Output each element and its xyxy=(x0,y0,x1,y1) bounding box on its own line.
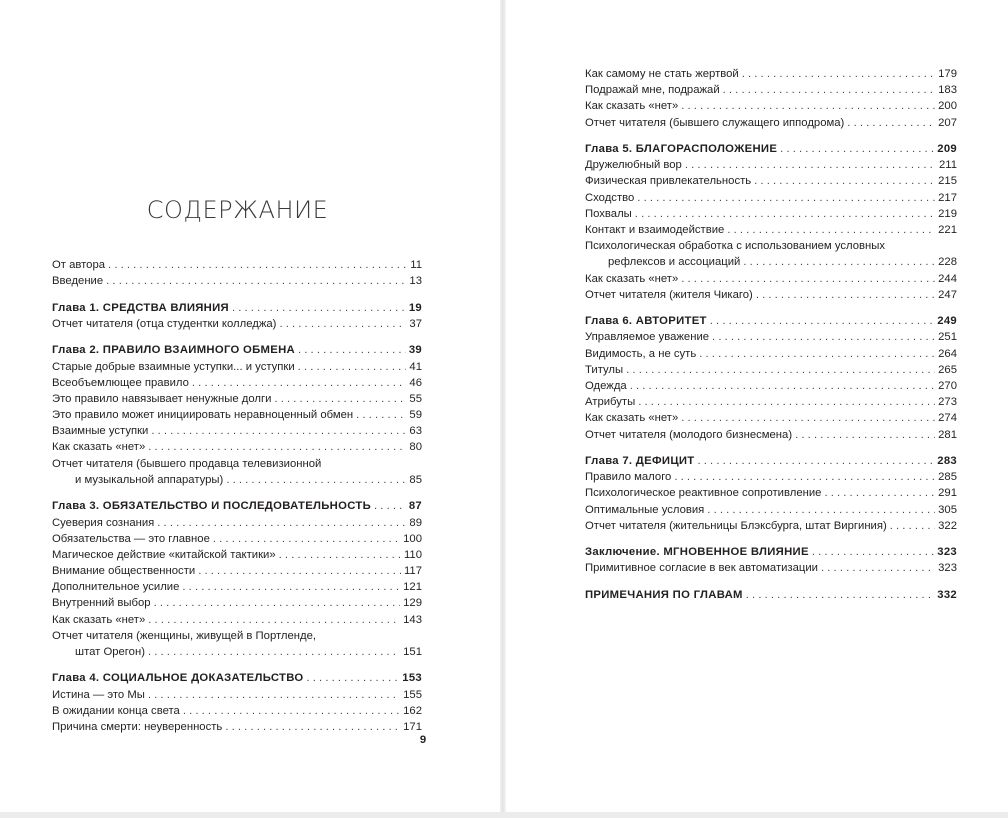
toc-entry-title: Внимание общественности xyxy=(52,565,196,578)
toc-entry-title: Физическая привлекательность xyxy=(585,175,752,188)
dot-leader xyxy=(232,300,406,316)
toc-entry[interactable] xyxy=(52,359,422,375)
toc-page-number: 46 xyxy=(409,376,422,389)
dot-leader xyxy=(756,287,935,303)
toc-page-number: 219 xyxy=(938,207,957,220)
toc-entry[interactable] xyxy=(52,407,422,423)
toc-entry[interactable] xyxy=(52,515,422,531)
toc-entry-title: Контакт и взаимодействие xyxy=(585,223,725,236)
toc-entry[interactable] xyxy=(52,547,422,563)
dot-leader xyxy=(812,544,934,560)
toc-entry-title: Как сказать «нет» xyxy=(585,272,679,285)
dot-leader xyxy=(723,82,936,98)
toc-entry-title: Как самому не стать жертвой xyxy=(585,67,739,80)
dot-leader xyxy=(183,703,400,719)
toc-entry-title: Как сказать «нет» xyxy=(52,613,146,626)
dot-leader xyxy=(225,719,400,735)
toc-entry-title: Оптимальные условия xyxy=(585,503,705,516)
toc-page-number: 247 xyxy=(938,288,957,301)
toc-page-number: 251 xyxy=(938,331,957,344)
dot-leader xyxy=(108,257,407,273)
dot-leader xyxy=(226,472,406,488)
toc-chapter[interactable] xyxy=(585,313,957,329)
toc-entry[interactable] xyxy=(52,579,422,595)
toc-entry[interactable] xyxy=(52,391,422,407)
toc-page-number: 153 xyxy=(402,672,422,685)
dot-leader xyxy=(106,273,406,289)
toc-entry[interactable] xyxy=(52,612,422,628)
toc-entry-title: Глава 1. СРЕДСТВА ВЛИЯНИЯ xyxy=(52,301,229,314)
toc-chapter[interactable] xyxy=(585,544,957,560)
toc-entry[interactable] xyxy=(52,439,422,455)
toc-page-number: 37 xyxy=(409,317,422,330)
toc-page-number: 323 xyxy=(938,562,957,575)
toc-page-number: 171 xyxy=(403,721,422,734)
toc-entry[interactable] xyxy=(585,502,957,518)
toc-page-number: 249 xyxy=(937,315,957,328)
dot-leader xyxy=(746,587,934,603)
toc-page-number: 80 xyxy=(409,441,422,454)
toc-entry-title: Управляемое уважение xyxy=(585,331,710,344)
toc-page-number: 207 xyxy=(938,116,957,129)
toc-entry-title: Отчет читателя (бывшего продавца телевизионной xyxy=(52,457,322,470)
toc-page-number: 264 xyxy=(938,347,957,360)
dot-leader xyxy=(157,515,406,531)
toc-entry[interactable] xyxy=(585,66,957,82)
toc-entry[interactable] xyxy=(585,206,957,222)
dot-leader xyxy=(890,518,935,534)
toc-entry-title: Отчет читателя (жительницы Блэксбурга, штат Виргиния) xyxy=(585,519,887,532)
toc-entry[interactable] xyxy=(52,628,422,660)
toc-page-number: 332 xyxy=(937,588,957,601)
toc-chapter[interactable] xyxy=(52,498,422,514)
toc-page-number: 85 xyxy=(409,473,422,486)
dot-leader xyxy=(630,378,935,394)
toc-entry-title: Всеобъемлющее правило xyxy=(52,376,189,389)
toc-entry[interactable] xyxy=(585,469,957,485)
toc-page-number: 155 xyxy=(403,688,422,701)
dot-leader xyxy=(298,359,407,375)
toc-page-number: 11 xyxy=(410,258,422,271)
toc-page-number: 217 xyxy=(938,191,957,204)
toc-entry-title: Причина смерти: неуверенность xyxy=(52,721,223,734)
dot-leader xyxy=(298,342,406,358)
dot-leader xyxy=(154,595,401,611)
toc-page-number: 162 xyxy=(403,704,422,717)
toc-page-number: 200 xyxy=(938,100,957,113)
toc-entry[interactable] xyxy=(52,257,422,273)
toc-page-number: 265 xyxy=(938,363,957,376)
page-number: 9 xyxy=(419,734,427,746)
toc-page-number: 211 xyxy=(938,159,957,172)
dot-leader xyxy=(637,190,935,206)
toc-entry[interactable] xyxy=(585,238,957,270)
toc-page-number: 143 xyxy=(403,613,422,626)
dot-leader xyxy=(192,375,407,391)
toc-chapter[interactable] xyxy=(52,300,422,316)
toc-entry[interactable] xyxy=(52,719,422,735)
toc-page-number: 151 xyxy=(403,646,422,658)
toc-entry[interactable] xyxy=(52,316,422,332)
page-title: СОДЕРЖАНИЕ xyxy=(146,196,329,224)
dot-leader xyxy=(742,66,935,82)
toc-entry-title: Это правило навязывает ненужные долги xyxy=(52,392,272,405)
toc-entry[interactable] xyxy=(585,362,957,378)
toc-entry[interactable] xyxy=(585,82,957,98)
toc-page-number: 87 xyxy=(408,500,422,513)
toc-entry-title: Глава 3. ОБЯЗАТЕЛЬСТВО И ПОСЛЕДОВАТЕЛЬНОСТЬ xyxy=(52,500,372,513)
dot-leader xyxy=(674,469,935,485)
toc-entry[interactable] xyxy=(585,427,957,443)
dot-leader xyxy=(148,612,400,628)
toc-page-number: 121 xyxy=(403,581,422,594)
toc-entry-title: Суеверия сознания xyxy=(52,516,155,529)
dot-leader xyxy=(727,222,935,238)
toc-entry[interactable] xyxy=(585,346,957,362)
toc-entry-title: Сходство xyxy=(585,191,635,204)
dot-leader xyxy=(824,485,935,501)
toc-page-number: 273 xyxy=(938,396,957,409)
toc-page-number: 55 xyxy=(409,392,422,405)
toc-entry[interactable] xyxy=(585,560,957,576)
toc-entry-title: Глава 2. ПРАВИЛО ВЗАИМНОГО ОБМЕНА xyxy=(52,344,295,357)
dot-leader xyxy=(198,563,401,579)
toc-entry[interactable] xyxy=(585,329,957,345)
toc-list-left xyxy=(52,257,422,735)
toc-page-number: 19 xyxy=(408,301,422,314)
dot-leader xyxy=(356,407,406,423)
toc-entry-title: Правило малого xyxy=(585,471,672,484)
toc-entry-title: Одежда xyxy=(585,379,627,392)
dot-leader xyxy=(795,427,935,443)
toc-entry[interactable] xyxy=(52,687,422,703)
toc-entry-title: Подражай мне, подражай xyxy=(585,84,720,97)
toc-entry-title: Отчет читателя (женщины, живущей в Портленде, xyxy=(52,629,317,642)
toc-chapter[interactable] xyxy=(52,671,422,687)
toc-page-number: 89 xyxy=(409,516,422,529)
toc-entry[interactable] xyxy=(585,410,957,426)
toc-page-number: 305 xyxy=(938,503,957,516)
page-bottom-edge xyxy=(0,812,1008,818)
toc-entry-title: Как сказать «нет» xyxy=(585,412,679,425)
toc-entry-title: Отчет читателя (жителя Чикаго) xyxy=(585,288,753,301)
dot-leader xyxy=(710,313,934,329)
toc-page-number: 244 xyxy=(938,272,957,285)
toc-entry-title: Дружелюбный вор xyxy=(585,159,682,172)
toc-page-number: 129 xyxy=(403,597,422,610)
toc-entry-title: В ожидании конца света xyxy=(52,704,180,717)
toc-entry[interactable] xyxy=(52,595,422,611)
dot-leader xyxy=(681,271,935,287)
dot-leader xyxy=(638,394,935,410)
dot-leader xyxy=(306,671,399,687)
dot-leader xyxy=(698,453,935,469)
dot-leader xyxy=(279,316,406,332)
toc-entry-title: От автора xyxy=(52,258,106,271)
toc-entry[interactable] xyxy=(52,375,422,391)
toc-entry-title: Дополнительное усилие xyxy=(52,581,180,594)
toc-entry-title: Глава 5. БЛАГОРАСПОЛОЖЕНИЕ xyxy=(585,143,778,156)
toc-page-number: 221 xyxy=(938,223,957,236)
toc-entry-title: Взаимные уступки xyxy=(52,425,149,438)
toc-chapter[interactable] xyxy=(585,453,957,469)
dot-leader xyxy=(279,547,401,563)
toc-entry-title: Отчет читателя (молодого бизнесмена) xyxy=(585,428,793,441)
toc-entry[interactable] xyxy=(585,190,957,206)
toc-entry-title: Обязательства — это главное xyxy=(52,532,210,545)
dot-leader xyxy=(374,498,406,514)
toc-entry[interactable] xyxy=(585,287,957,303)
toc-page-number: 274 xyxy=(938,412,957,425)
toc-entry-title: Глава 6. АВТОРИТЕТ xyxy=(585,315,707,328)
toc-page-number: 13 xyxy=(409,275,422,288)
toc-entry[interactable] xyxy=(585,173,957,189)
toc-entry-title: Глава 7. ДЕФИЦИТ xyxy=(585,455,695,467)
toc-entry-title: Титулы xyxy=(585,363,624,376)
toc-entry-title: ПРИМЕЧАНИЯ ПО ГЛАВАМ xyxy=(585,588,743,601)
toc-page-number: 209 xyxy=(937,143,957,156)
right-page xyxy=(506,0,1008,818)
dot-leader xyxy=(151,423,406,439)
toc-page-number: 39 xyxy=(408,344,422,357)
dot-leader xyxy=(699,346,935,362)
toc-entry[interactable] xyxy=(585,485,957,501)
toc-entry[interactable] xyxy=(585,394,957,410)
toc-entry-title-continued: штат Орегон) xyxy=(75,646,145,658)
toc-entry-title: Магическое действие «китайской тактики» xyxy=(52,548,276,561)
toc-chapter[interactable] xyxy=(585,587,957,603)
dot-leader xyxy=(712,329,935,345)
toc-entry[interactable] xyxy=(52,563,422,579)
toc-page-number: 323 xyxy=(937,546,957,559)
dot-leader xyxy=(780,141,934,157)
toc-entry[interactable] xyxy=(585,115,957,131)
toc-page-number: 322 xyxy=(938,519,957,532)
toc-entry[interactable] xyxy=(52,703,422,719)
toc-entry-title: Введение xyxy=(52,275,104,288)
dot-leader xyxy=(754,173,935,189)
toc-entry-title: Отчет читателя (бывшего служащего ипподрома) xyxy=(585,116,845,129)
dot-leader xyxy=(681,98,935,114)
toc-entry-title-continued: и музыкальной аппаратуры) xyxy=(75,473,224,486)
toc-entry[interactable] xyxy=(52,531,422,547)
dot-leader xyxy=(148,439,406,455)
toc-list-right xyxy=(585,66,957,603)
dot-leader xyxy=(274,391,406,407)
dot-leader xyxy=(148,644,400,660)
toc-entry[interactable] xyxy=(585,518,957,534)
toc-entry[interactable] xyxy=(585,378,957,394)
toc-entry-title-continued: рефлексов и ассоциаций xyxy=(608,256,741,269)
toc-page-number: 285 xyxy=(938,471,957,484)
toc-entry[interactable] xyxy=(585,271,957,287)
dot-leader xyxy=(707,502,935,518)
toc-page-number: 41 xyxy=(409,360,422,373)
dot-leader xyxy=(743,254,935,270)
toc-entry-title: Атрибуты xyxy=(585,396,636,409)
toc-entry[interactable] xyxy=(52,456,422,488)
toc-entry[interactable] xyxy=(52,423,422,439)
toc-page-number: 117 xyxy=(403,565,422,578)
toc-page-number: 183 xyxy=(938,84,957,97)
toc-entry-title: Внутренний выбор xyxy=(52,597,151,610)
left-page xyxy=(0,0,500,818)
dot-leader xyxy=(148,687,400,703)
toc-entry-title: Это правило может инициировать неравноценный обмен xyxy=(52,409,354,422)
toc-entry-title: Глава 4. СОЦИАЛЬНОЕ ДОКАЗАТЕЛЬСТВО xyxy=(52,672,304,685)
toc-page-number: 179 xyxy=(938,67,957,80)
toc-entry[interactable] xyxy=(585,222,957,238)
toc-page-number: 110 xyxy=(403,548,422,561)
toc-page-number: 281 xyxy=(938,428,957,441)
dot-leader xyxy=(626,362,935,378)
toc-entry-title: Старые добрые взаимные уступки... и уступки xyxy=(52,360,295,373)
toc-entry-title: Видимость, а не суть xyxy=(585,347,697,360)
toc-page-number: 100 xyxy=(403,532,422,545)
toc-page-number: 291 xyxy=(938,487,957,500)
toc-chapter[interactable] xyxy=(585,141,957,157)
toc-page-number: 59 xyxy=(409,409,422,422)
dot-leader xyxy=(635,206,935,222)
dot-leader xyxy=(685,157,936,173)
toc-entry-title: Отчет читателя (отца студентки колледжа) xyxy=(52,317,277,330)
toc-entry-title: Примитивное согласие в век автоматизации xyxy=(585,562,818,575)
toc-chapter[interactable] xyxy=(52,342,422,358)
toc-entry-title: Похвалы xyxy=(585,207,632,220)
toc-entry-title: Заключение. МГНОВЕННОЕ ВЛИЯНИЕ xyxy=(585,546,809,559)
toc-entry[interactable] xyxy=(585,157,957,173)
toc-page-number: 215 xyxy=(938,175,957,188)
dot-leader xyxy=(847,115,935,131)
toc-page-number: 228 xyxy=(938,256,957,269)
toc-entry-title: Как сказать «нет» xyxy=(52,441,146,454)
toc-page-number: 283 xyxy=(937,455,957,467)
toc-page-number: 270 xyxy=(938,379,957,392)
dot-leader xyxy=(821,560,935,576)
toc-entry[interactable] xyxy=(52,273,422,289)
toc-entry[interactable] xyxy=(585,98,957,114)
dot-leader xyxy=(182,579,400,595)
toc-entry-title: Как сказать «нет» xyxy=(585,100,679,113)
toc-entry-title: Психологическое реактивное сопротивление xyxy=(585,487,822,500)
toc-page-number: 63 xyxy=(409,425,422,438)
toc-entry-title: Истина — это Мы xyxy=(52,688,145,701)
dot-leader xyxy=(681,410,935,426)
toc-entry-title: Психологическая обработка с использованием условных xyxy=(585,240,886,253)
dot-leader xyxy=(213,531,400,547)
